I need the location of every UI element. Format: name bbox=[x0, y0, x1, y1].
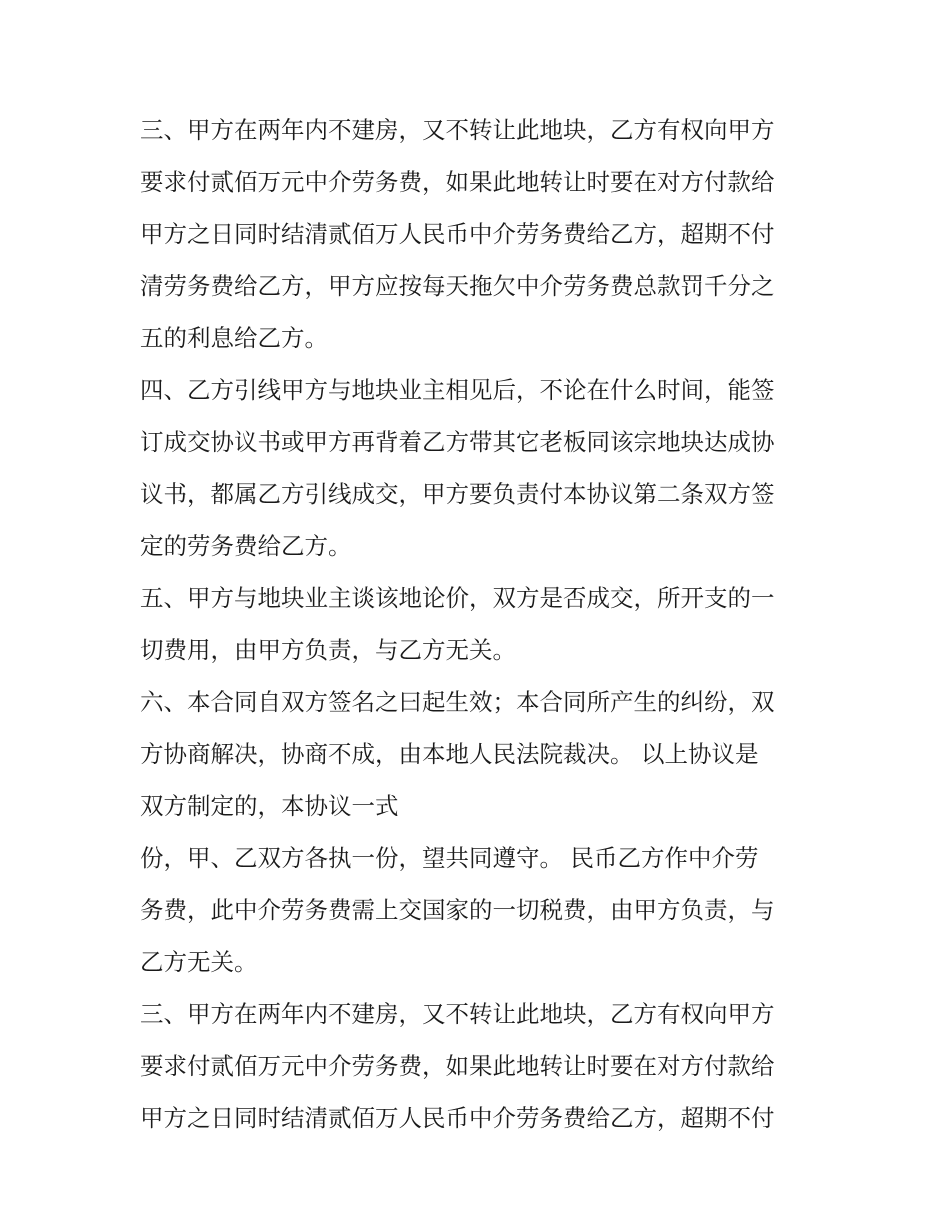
text-line: 五的利息给乙方。 bbox=[140, 324, 328, 352]
text-line: 四、乙方引线甲方与地块业主相见后，不论在什么时间，能签 bbox=[140, 376, 775, 404]
text-line: 六、本合同自双方签名之曰起生效；本合同所产生的纠纷，双 bbox=[140, 688, 775, 716]
text-line: 甲方之日同时结清贰佰万人民币中介劳务费给乙方，超期不付 bbox=[140, 220, 775, 248]
text-line: 五、甲方与地块业主谈该地论价，双方是否成交，所开支的一 bbox=[140, 584, 775, 612]
text-line: 议书，都属乙方引线成交，甲方要负责付本协议第二条双方签 bbox=[140, 480, 775, 508]
text-line: 甲方之日同时结清贰佰万人民币中介劳务费给乙方，超期不付 bbox=[140, 1104, 775, 1132]
text-line: 要求付贰佰万元中介劳务费，如果此地转让时要在对方付款给 bbox=[140, 168, 775, 196]
text-line: 三、甲方在两年内不建房，又不转让此地块，乙方有权向甲方 bbox=[140, 1000, 775, 1028]
text-line: 要求付贰佰万元中介劳务费，如果此地转让时要在对方付款给 bbox=[140, 1052, 775, 1080]
text-line: 清劳务费给乙方，甲方应按每天拖欠中介劳务费总款罚千分之 bbox=[140, 272, 775, 300]
text-line: 方协商解决，协商不成，由本地人民法院裁决。 以上协议是 bbox=[140, 740, 759, 768]
text-line: 双方制定的，本协议一式 bbox=[140, 792, 399, 820]
text-line: 订成交协议书或甲方再背着乙方带其它老板同该宗地块达成协 bbox=[140, 428, 775, 456]
text-line: 务费，此中介劳务费需上交国家的一切税费，由甲方负责，与 bbox=[140, 896, 775, 924]
text-line: 份，甲、乙双方各执一份，望共同遵守。 民币乙方作中介劳 bbox=[140, 844, 759, 872]
text-line: 切费用，由甲方负责，与乙方无关。 bbox=[140, 636, 516, 664]
document-body bbox=[140, 104, 820, 1144]
text-line: 定的劳务费给乙方。 bbox=[140, 532, 352, 560]
text-line: 乙方无关。 bbox=[140, 948, 258, 976]
text-line: 三、甲方在两年内不建房，又不转让此地块，乙方有权向甲方 bbox=[140, 116, 775, 144]
